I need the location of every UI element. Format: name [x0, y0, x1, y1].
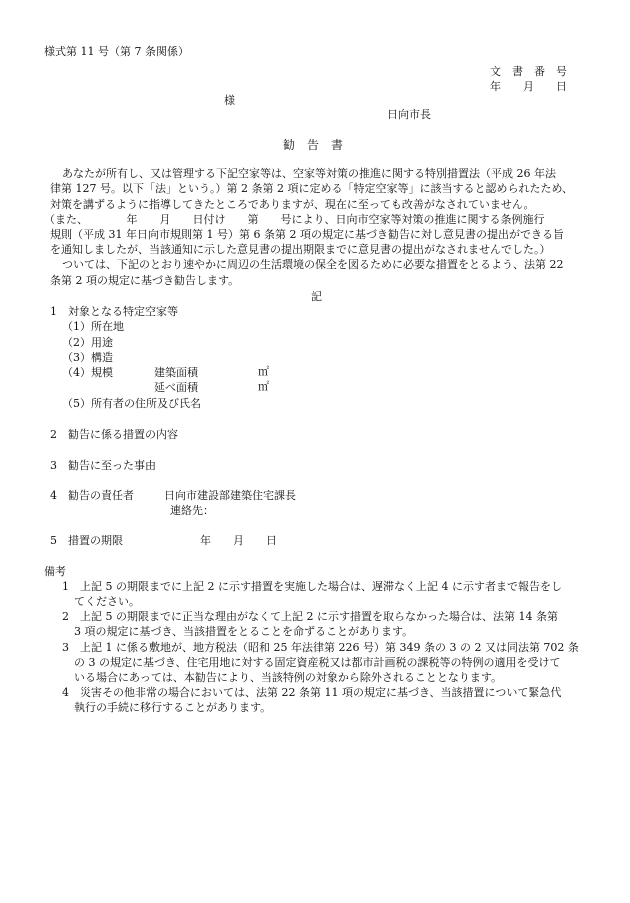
note-line: いる場合にあっては、本勧告により、当該特例の対象から除外されることとなります。: [74, 671, 503, 684]
body-line: を通知しましたが、当該通知に示した意見書の提出期限までに意見書の提出がなされませんでした。）: [50, 243, 551, 256]
note-line: てください。: [74, 595, 140, 608]
issuer-name: 日向市長: [387, 108, 431, 121]
note-line: 執行の手続に移行することがあります。: [74, 701, 272, 714]
section1-location: （1）所在地: [62, 320, 124, 333]
notes-heading: 備考: [44, 565, 66, 578]
section4-responsible: 日向市建設部建築住宅課長: [164, 489, 296, 502]
body-line: ついては、下記のとおり速やかに周辺の生活環境の保全を図るために必要な措置をとるよう、法第 22: [62, 258, 564, 271]
note-line: 3 項の規定に基づき、当該措置をとることを命ずることがあります。: [74, 625, 414, 638]
body-line: 対策を講ずるように指導してきたところでありますが、現在に至っても改善がなされていません。: [50, 198, 535, 211]
document-number-label: 文 書 番 号: [490, 65, 567, 78]
section1-use: （2）用途: [62, 336, 113, 349]
section4-label: 4 勧告の責任者: [50, 489, 134, 502]
building-area-label: 建築面積: [154, 366, 198, 379]
section4-contact: 連絡先：: [170, 504, 214, 517]
body-line: （また、 年 月 日付け 第 号により、日向市空家等対策の推進に関する条例施行: [44, 213, 545, 226]
floor-area-unit: ㎡: [258, 380, 269, 393]
section5-label: 5 措置の期限: [50, 534, 123, 547]
section2-heading: 2 勧告に係る措置の内容: [50, 428, 178, 441]
document-title: 勧 告 書: [283, 138, 344, 152]
body-line: 条第 2 項の規定に基づき勧告します。: [50, 274, 240, 287]
section5-date: 年 月 日: [200, 534, 277, 547]
note-line: 3 上記 1 に係る敷地が、地方税法（昭和 25 年法律第 226 号）第 349 条の 3 の 2 又は同法第 702 条: [62, 641, 579, 654]
addressee-suffix: 様: [224, 94, 235, 107]
building-area-unit: ㎡: [258, 365, 269, 378]
section3-heading: 3 勧告に至った事由: [50, 459, 156, 472]
body-line: 律第 127 号。以下「法」という。）第 2 条第 2 項に定める「特定空家等」に該当すると認められたため、: [50, 182, 574, 195]
note-line: 1 上記 5 の期限までに上記 2 に示す措置を実施した場合は、遅滞なく上記 4 に示す者まで報告をし: [62, 580, 562, 593]
section1-structure: （3）構造: [62, 351, 113, 364]
ki-marker: 記: [311, 290, 322, 303]
issue-date-label: 年 月 日: [490, 80, 567, 93]
section1-owner: （5）所有者の住所及び氏名: [62, 397, 201, 410]
floor-area-label: 延べ面積: [154, 381, 198, 394]
note-line: の 3 の規定に基づき、住宅用地に対する固定資産税又は都市計画税の課税等の特例の適用を受けて: [74, 656, 561, 669]
section1-heading: 1 対象となる特定空家等: [50, 305, 178, 318]
form-number-label: 様式第 11 号（第 7 条関係）: [44, 45, 189, 58]
body-line: 規則（平成 31 年日向市規則第 1 号）第 6 条第 2 項の規定に基づき勧告に対し意見書の提出ができる旨: [50, 228, 564, 241]
body-line: あなたが所有し、又は管理する下記空家等は、空家等対策の推進に関する特別措置法（平成 26 年法: [62, 167, 556, 180]
note-line: 4 災害その他非常の場合においては、法第 22 条第 11 項の規定に基づき、当該措置について緊急代: [62, 686, 562, 699]
note-line: 2 上記 5 の期限までに正当な理由がなくて上記 2 に示す措置を取らなかった場合は、法第 14 条第: [62, 610, 558, 623]
section1-scale: （4）規模: [62, 366, 113, 379]
